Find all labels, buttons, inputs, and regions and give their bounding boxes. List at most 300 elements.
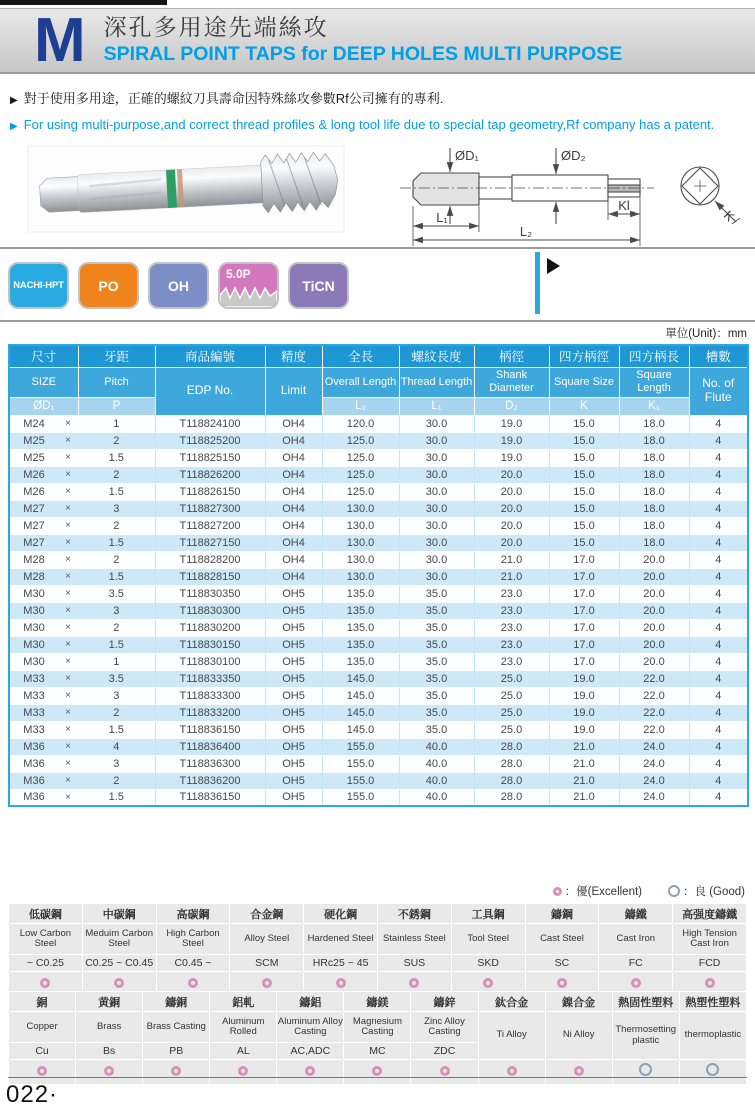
cell-shank-diameter: 20.0	[474, 517, 549, 534]
rating-excellent-icon	[305, 1066, 315, 1076]
badge-po	[78, 262, 139, 309]
cell-square-length: 20.0	[619, 585, 689, 602]
material-name-zh: 硬化鋼	[304, 904, 378, 924]
rating-excellent-icon	[188, 978, 198, 988]
material-row-rating	[9, 1060, 747, 1085]
badge-nachi-hpt	[8, 262, 69, 309]
material-name-en: Cast Iron	[599, 924, 673, 955]
cell-overall-length: 125.0	[322, 466, 399, 483]
intro-text-zh: 對于使用多用途，正確的螺紋刀具壽命因特殊絲攻參數Rf公司擁有的專利.	[23, 91, 444, 106]
cell-square-size: 15.0	[549, 483, 619, 500]
rating-excellent-icon	[40, 978, 50, 988]
cell-square-size: 21.0	[549, 772, 619, 789]
header-pitch-zh: 牙距	[78, 345, 155, 367]
material-code: SCM	[230, 955, 304, 972]
cell-square-length: 18.0	[619, 500, 689, 517]
times-symbol: ×	[58, 687, 78, 704]
legend-excellent-label: ：優(Excellent)	[564, 886, 642, 898]
divider-line	[0, 320, 755, 322]
cell-shank-diameter: 25.0	[474, 687, 549, 704]
cell-flutes: 4	[689, 755, 748, 772]
cell-square-length: 20.0	[619, 653, 689, 670]
badge-5-0p	[218, 262, 279, 309]
cell-flutes: 4	[689, 670, 748, 687]
cell-shank-diameter: 28.0	[474, 738, 549, 755]
spec-row	[9, 738, 748, 755]
header-shank-diameter-symbol: D₂	[474, 397, 549, 415]
cell-square-length: 22.0	[619, 704, 689, 721]
material-code: ZDC	[411, 1043, 478, 1060]
header-size-en: SIZE	[9, 367, 78, 397]
cell-limit: OH5	[265, 670, 322, 687]
cell-size: M33	[9, 687, 58, 704]
cell-size: M27	[9, 500, 58, 517]
material-name-en: High Tension Cast Iron	[673, 924, 747, 955]
badge-ticn	[288, 262, 349, 309]
material-name-zh: 鑄鋅	[411, 992, 478, 1012]
cell-flutes: 4	[689, 517, 748, 534]
cell-square-size: 17.0	[549, 602, 619, 619]
thread-profile-icon	[220, 283, 277, 307]
cell-thread-length: 30.0	[399, 551, 474, 568]
page-title-zh: 深孔多用途先端絲攻	[103, 14, 329, 40]
rating-excellent-icon	[705, 978, 715, 988]
cell-thread-length: 30.0	[399, 432, 474, 449]
rating-excellent-icon	[171, 1066, 181, 1076]
cell-edp: T118836300	[155, 755, 265, 772]
material-code: FC	[599, 955, 673, 972]
material-code: AL	[210, 1043, 277, 1060]
cell-overall-length: 145.0	[322, 670, 399, 687]
cell-size: M25	[9, 432, 58, 449]
cell-edp: T118836400	[155, 738, 265, 755]
spec-row	[9, 568, 748, 585]
intro-bullets	[10, 88, 714, 142]
times-symbol: ×	[58, 466, 78, 483]
material-name-en: Brass Casting	[143, 1012, 210, 1043]
cell-limit: OH5	[265, 653, 322, 670]
material-name-en: Cast Steel	[525, 924, 599, 955]
cell-flutes: 4	[689, 653, 748, 670]
cell-square-length: 18.0	[619, 466, 689, 483]
header-square-length-en: Square Length	[619, 367, 689, 397]
cell-square-size: 21.0	[549, 789, 619, 806]
badge-oh	[148, 262, 209, 309]
header-overall-length-symbol: L₂	[322, 397, 399, 415]
cell-square-size: 17.0	[549, 619, 619, 636]
cell-limit: OH4	[265, 517, 322, 534]
cell-limit: OH4	[265, 568, 322, 585]
times-symbol: ×	[58, 670, 78, 687]
material-code: MC	[344, 1043, 411, 1060]
times-symbol: ×	[58, 568, 78, 585]
cell-size: M30	[9, 619, 58, 636]
material-name-en: Copper	[9, 1012, 76, 1043]
rating-excellent-icon	[37, 1066, 47, 1076]
cell-overall-length: 125.0	[322, 483, 399, 500]
cell-square-length: 22.0	[619, 721, 689, 738]
rating-excellent-icon	[114, 978, 124, 988]
material-name-en: Ni Alloy	[545, 1012, 612, 1060]
rating-excellent-icon	[483, 978, 493, 988]
feature-badges	[8, 262, 349, 309]
cell-thread-length: 40.0	[399, 755, 474, 772]
cell-square-size: 15.0	[549, 449, 619, 466]
cell-flutes: 4	[689, 619, 748, 636]
cell-thread-length: 35.0	[399, 653, 474, 670]
cell-square-length: 24.0	[619, 789, 689, 806]
cell-size: M30	[9, 602, 58, 619]
spec-row	[9, 670, 748, 687]
blue-divider-bar	[535, 252, 540, 314]
cell-square-size: 21.0	[549, 755, 619, 772]
cell-square-length: 18.0	[619, 449, 689, 466]
cell-square-size: 17.0	[549, 551, 619, 568]
material-row-zh	[9, 904, 747, 924]
cell-size: M36	[9, 755, 58, 772]
product-photo	[26, 142, 346, 236]
cell-overall-length: 135.0	[322, 619, 399, 636]
top-black-bar	[0, 0, 167, 5]
spec-row	[9, 483, 748, 500]
cell-flutes: 4	[689, 602, 748, 619]
page-number: 022·	[6, 1081, 59, 1108]
material-name-zh: 低碳鋼	[9, 904, 83, 924]
cell-flutes: 4	[689, 687, 748, 704]
cell-overall-length: 155.0	[322, 772, 399, 789]
cell-thread-length: 35.0	[399, 602, 474, 619]
cell-edp: T118827300	[155, 500, 265, 517]
cell-square-size: 19.0	[549, 721, 619, 738]
cell-pitch: 1.5	[78, 789, 155, 806]
square-flat-band	[608, 185, 640, 192]
cell-shank-diameter: 20.0	[474, 500, 549, 517]
cell-limit: OH5	[265, 755, 322, 772]
material-code: PB	[143, 1043, 210, 1060]
cell-pitch: 1	[78, 653, 155, 670]
spec-row	[9, 721, 748, 738]
pointer-triangle-icon	[547, 258, 560, 274]
cell-pitch: 3	[78, 500, 155, 517]
cell-square-length: 18.0	[619, 483, 689, 500]
cell-overall-length: 145.0	[322, 721, 399, 738]
cell-edp: T118828150	[155, 568, 265, 585]
legend-excellent	[553, 883, 642, 899]
times-symbol: ×	[58, 449, 78, 466]
cell-pitch: 2	[78, 517, 155, 534]
cell-flutes: 4	[689, 738, 748, 755]
rating-excellent-icon	[557, 978, 567, 988]
material-name-zh: 鑄鎂	[344, 992, 411, 1012]
times-symbol: ×	[58, 483, 78, 500]
cell-square-length: 18.0	[619, 415, 689, 432]
rating-excellent-icon	[553, 887, 562, 896]
cell-pitch: 1.5	[78, 721, 155, 738]
cell-edp: T118830100	[155, 653, 265, 670]
cell-pitch: 2	[78, 432, 155, 449]
material-name-zh: 鈦合金	[478, 992, 545, 1012]
cell-edp: T118825150	[155, 449, 265, 466]
intro-line-en	[10, 117, 714, 132]
rating-excellent-icon	[372, 1066, 382, 1076]
cell-size: M28	[9, 568, 58, 585]
cell-pitch: 3	[78, 687, 155, 704]
material-name-en: Tool Steel	[451, 924, 525, 955]
material-rating-cell	[612, 1060, 679, 1085]
spec-row	[9, 653, 748, 670]
cell-overall-length: 155.0	[322, 755, 399, 772]
cell-shank-diameter: 28.0	[474, 755, 549, 772]
cell-square-length: 22.0	[619, 670, 689, 687]
cell-thread-length: 35.0	[399, 704, 474, 721]
cell-flutes: 4	[689, 721, 748, 738]
cell-shank-diameter: 19.0	[474, 449, 549, 466]
cell-size: M26	[9, 483, 58, 500]
cell-pitch: 1	[78, 415, 155, 432]
legend-good	[668, 883, 745, 899]
cell-pitch: 2	[78, 619, 155, 636]
header-size-zh: 尺寸	[9, 345, 78, 367]
cell-thread-length: 35.0	[399, 721, 474, 738]
cell-thread-length: 30.0	[399, 415, 474, 432]
header-square-length-zh: 四方柄長	[619, 345, 689, 367]
cell-size: M26	[9, 466, 58, 483]
cell-flutes: 4	[689, 466, 748, 483]
cell-shank-diameter: 21.0	[474, 551, 549, 568]
rating-excellent-icon	[336, 978, 346, 988]
cell-thread-length: 30.0	[399, 568, 474, 585]
cell-pitch: 3	[78, 602, 155, 619]
spec-row	[9, 755, 748, 772]
material-name-en: Aluminum Alloy Casting	[277, 1012, 344, 1043]
cell-size: M33	[9, 704, 58, 721]
dim-label-kl: Kl	[618, 198, 630, 213]
cell-thread-length: 35.0	[399, 687, 474, 704]
cell-thread-length: 35.0	[399, 585, 474, 602]
material-name-zh: 黄銅	[76, 992, 143, 1012]
material-name-zh: 合金鋼	[230, 904, 304, 924]
cell-limit: OH5	[265, 772, 322, 789]
cell-square-length: 20.0	[619, 636, 689, 653]
cell-pitch: 3.5	[78, 585, 155, 602]
cell-edp: T118826200	[155, 466, 265, 483]
cell-size: M27	[9, 534, 58, 551]
material-rating-cell	[344, 1060, 411, 1085]
material-row-code	[9, 955, 747, 972]
material-code: FCD	[673, 955, 747, 972]
material-code: SKD	[451, 955, 525, 972]
unit-label: 單位(Unit)：mm	[665, 328, 747, 340]
intro-text-en: For using multi-purpose,and correct thread profiles & long tool life due to special tap geometry,Rf company has a patent.	[23, 117, 715, 132]
cell-size: M28	[9, 551, 58, 568]
cell-shank-diameter: 28.0	[474, 772, 549, 789]
cell-edp: T118827200	[155, 517, 265, 534]
times-symbol: ×	[58, 636, 78, 653]
cell-flutes: 4	[689, 772, 748, 789]
cell-size: M36	[9, 789, 58, 806]
spec-row	[9, 415, 748, 432]
times-symbol: ×	[58, 415, 78, 432]
cell-thread-length: 35.0	[399, 636, 474, 653]
cell-thread-length: 40.0	[399, 789, 474, 806]
badge-label: TiCN	[302, 277, 335, 294]
cell-limit: OH4	[265, 483, 322, 500]
cell-limit: OH5	[265, 738, 322, 755]
page-header	[0, 5, 755, 75]
cell-thread-length: 30.0	[399, 500, 474, 517]
material-name-zh: 銅	[9, 992, 76, 1012]
times-symbol: ×	[58, 500, 78, 517]
cell-flutes: 4	[689, 551, 748, 568]
material-name-en: Stainless Steel	[377, 924, 451, 955]
header-row-symbols	[9, 397, 748, 415]
cell-size: M24	[9, 415, 58, 432]
cell-shank-diameter: 23.0	[474, 636, 549, 653]
spec-row	[9, 602, 748, 619]
material-rating-cell	[143, 1060, 210, 1085]
cell-thread-length: 30.0	[399, 534, 474, 551]
cell-size: M27	[9, 517, 58, 534]
badge-label: PO	[98, 277, 119, 294]
cell-thread-length: 30.0	[399, 517, 474, 534]
cell-edp: T118830350	[155, 585, 265, 602]
rating-good-icon	[639, 1063, 652, 1076]
cell-square-size: 15.0	[549, 466, 619, 483]
times-symbol: ×	[58, 619, 78, 636]
rating-excellent-icon	[262, 978, 272, 988]
header-square-size-zh: 四方柄徑	[549, 345, 619, 367]
cell-square-size: 15.0	[549, 534, 619, 551]
material-rating-cell	[277, 1060, 344, 1085]
cell-flutes: 4	[689, 483, 748, 500]
cell-overall-length: 125.0	[322, 432, 399, 449]
times-symbol: ×	[58, 738, 78, 755]
cell-flutes: 4	[689, 415, 748, 432]
material-name-en: Brass	[76, 1012, 143, 1043]
cell-limit: OH4	[265, 551, 322, 568]
cell-pitch: 3.5	[78, 670, 155, 687]
times-symbol: ×	[58, 789, 78, 806]
cell-overall-length: 135.0	[322, 602, 399, 619]
cell-overall-length: 155.0	[322, 789, 399, 806]
cell-size: M25	[9, 449, 58, 466]
cell-shank-diameter: 20.0	[474, 483, 549, 500]
times-symbol: ×	[58, 772, 78, 789]
header-row-en	[9, 367, 748, 397]
badge-label: 5.0P	[226, 267, 251, 281]
cell-limit: OH5	[265, 585, 322, 602]
cell-overall-length: 145.0	[322, 687, 399, 704]
cell-size: M33	[9, 670, 58, 687]
rating-good-icon	[706, 1063, 719, 1076]
header-thread-length-zh: 螺紋長度	[399, 345, 474, 367]
cell-edp: T118836150	[155, 721, 265, 738]
header-limit-en: Limit	[265, 367, 322, 415]
cell-thread-length: 30.0	[399, 483, 474, 500]
spec-row	[9, 551, 748, 568]
cell-pitch: 2	[78, 551, 155, 568]
rating-excellent-icon	[238, 1066, 248, 1076]
cell-shank-diameter: 19.0	[474, 432, 549, 449]
header-size-symbol: ØD₁	[9, 397, 78, 415]
cell-edp: T118836150	[155, 789, 265, 806]
rating-excellent-icon	[409, 978, 419, 988]
material-name-zh: 鎳合金	[545, 992, 612, 1012]
material-rating-cell	[411, 1060, 478, 1085]
dim-label-d2: ØD₂	[561, 148, 586, 163]
header-overall-length-zh: 全長	[322, 345, 399, 367]
cell-thread-length: 40.0	[399, 772, 474, 789]
material-name-en: Magnesium Casting	[344, 1012, 411, 1043]
cell-flutes: 4	[689, 704, 748, 721]
cell-shank-diameter: 21.0	[474, 568, 549, 585]
cell-square-length: 18.0	[619, 517, 689, 534]
cell-thread-length: 40.0	[399, 738, 474, 755]
material-name-zh: 不銹鋼	[377, 904, 451, 924]
material-name-zh: 鑄鋼	[525, 904, 599, 924]
cell-overall-length: 130.0	[322, 500, 399, 517]
cell-size: M36	[9, 772, 58, 789]
material-code: AC,ADC	[277, 1043, 344, 1060]
material-row-en	[9, 1012, 747, 1043]
header-pitch-symbol: P	[78, 397, 155, 415]
cell-square-length: 18.0	[619, 534, 689, 551]
cell-edp: T118836200	[155, 772, 265, 789]
rating-excellent-icon	[574, 1066, 584, 1076]
cell-square-size: 15.0	[549, 432, 619, 449]
thread-outline	[413, 173, 479, 205]
cell-square-length: 20.0	[619, 619, 689, 636]
cell-size: M33	[9, 721, 58, 738]
material-name-en: Thermosetting plastic	[612, 1012, 679, 1060]
cell-square-length: 20.0	[619, 551, 689, 568]
material-code: ~ C0.25	[9, 955, 83, 972]
material-name-zh: 熱塑性塑料	[679, 992, 746, 1012]
cell-flutes: 4	[689, 789, 748, 806]
cell-square-size: 17.0	[549, 636, 619, 653]
cell-square-size: 17.0	[549, 568, 619, 585]
cell-flutes: 4	[689, 585, 748, 602]
material-rating-cell	[545, 1060, 612, 1085]
material-row-en	[9, 924, 747, 955]
cell-edp: T118833200	[155, 704, 265, 721]
cell-limit: OH5	[265, 704, 322, 721]
cell-shank-diameter: 20.0	[474, 466, 549, 483]
header-edp-en: EDP No.	[155, 367, 265, 415]
material-code: Bs	[76, 1043, 143, 1060]
cell-edp: T118827150	[155, 534, 265, 551]
spec-row	[9, 789, 748, 806]
cell-pitch: 1.5	[78, 449, 155, 466]
cell-limit: OH5	[265, 619, 322, 636]
material-table-nonferrous	[8, 991, 747, 1085]
material-name-en: Zinc Alloy Casting	[411, 1012, 478, 1043]
header-flutes-zh: 槽數	[689, 345, 748, 367]
material-code: Cu	[9, 1043, 76, 1060]
cell-shank-diameter: 23.0	[474, 653, 549, 670]
times-symbol: ×	[58, 704, 78, 721]
cell-square-size: 19.0	[549, 670, 619, 687]
material-code: C0.45 ~	[156, 955, 230, 972]
material-name-zh: 鑄銅	[143, 992, 210, 1012]
cell-square-size: 15.0	[549, 500, 619, 517]
cell-pitch: 2	[78, 772, 155, 789]
material-name-en: Aluminum Rolled	[210, 1012, 277, 1043]
cell-overall-length: 130.0	[322, 534, 399, 551]
cell-edp: T118830150	[155, 636, 265, 653]
cell-square-length: 20.0	[619, 602, 689, 619]
cell-limit: OH5	[265, 687, 322, 704]
